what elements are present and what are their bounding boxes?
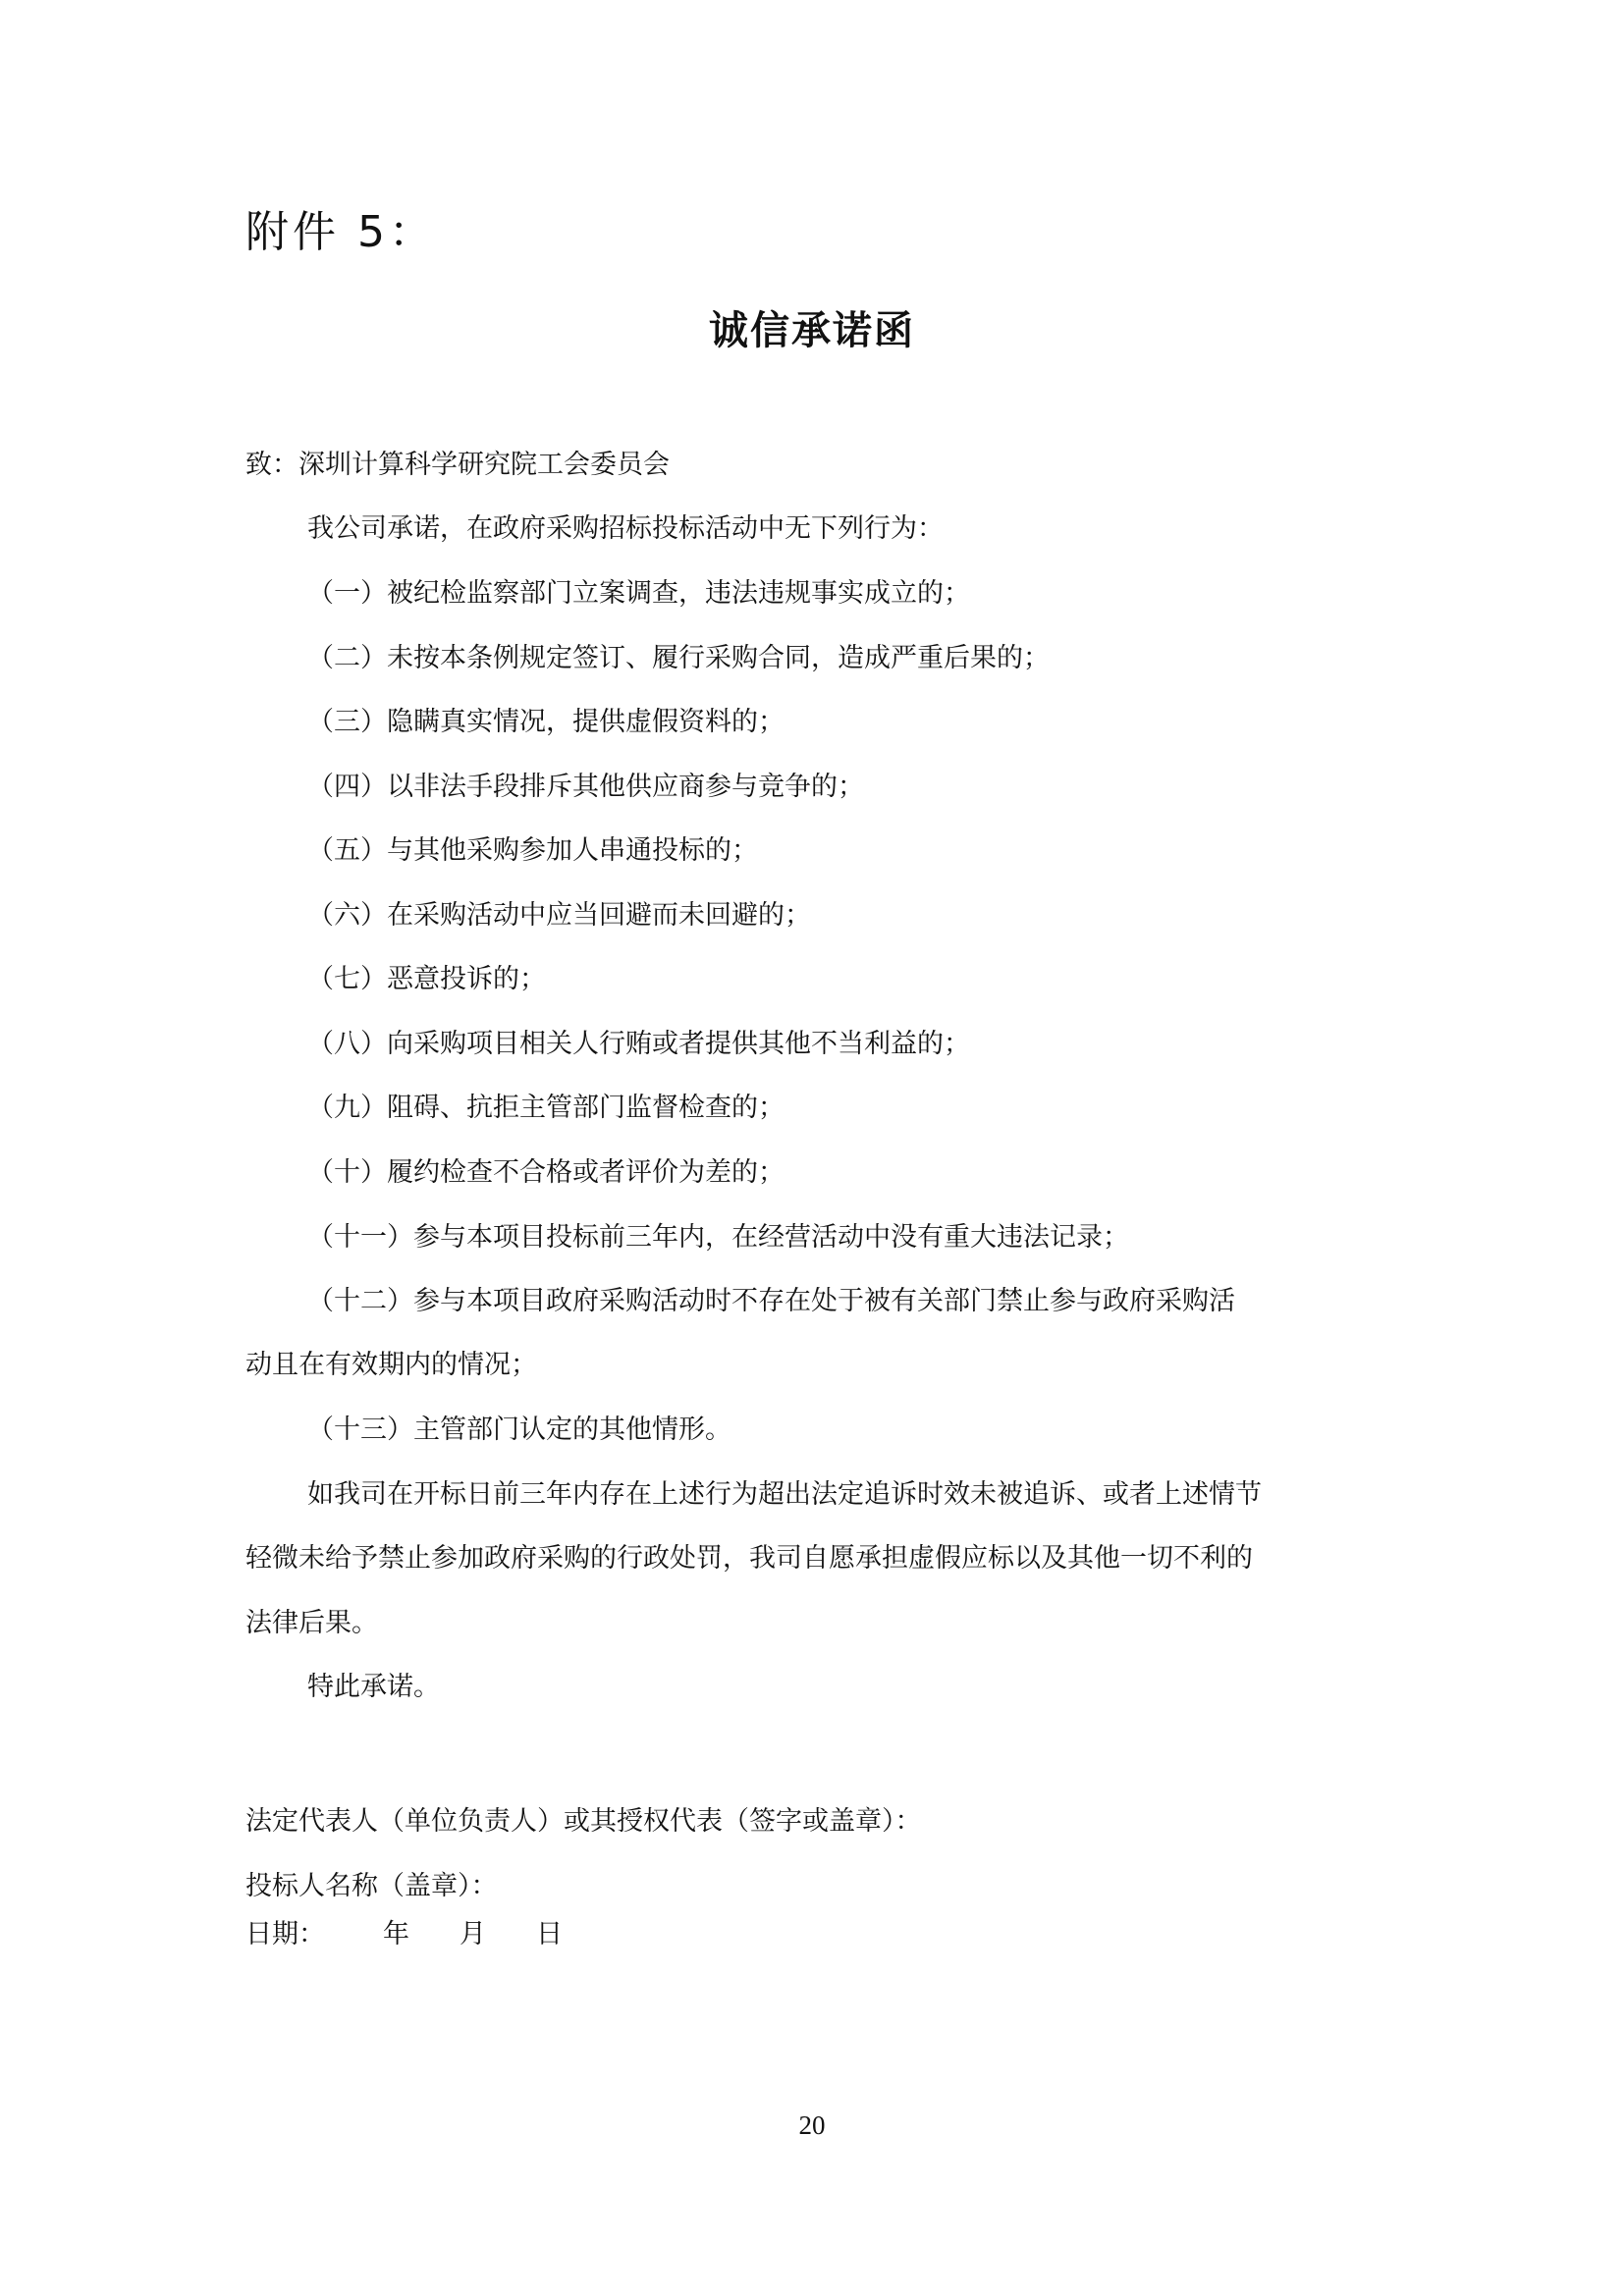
list-item: （七）恶意投诉的； <box>307 964 546 994</box>
list-item: （九）阻碍、抗拒主管部门监督检查的； <box>307 1093 785 1123</box>
date-month: 月 <box>460 1919 486 1949</box>
date-label: 日期： <box>245 1919 325 1949</box>
list-item: （二）未按本条例规定签订、履行采购合同，造成严重后果的； <box>307 643 1050 673</box>
list-item: （十）履约检查不合格或者评价为差的； <box>307 1157 785 1188</box>
representative-signature-line: 法定代表人（单位负责人）或其授权代表（签字或盖章）： <box>245 1806 922 1837</box>
list-item: （一）被纪检监察部门立案调查，违法违规事实成立的； <box>307 578 970 609</box>
closing-paragraph-line: 轻微未给予禁止参加政府采购的行政处罚，我司自愿承担虚假应标以及其他一切不利的 <box>245 1543 1253 1574</box>
document-title: 诚信承诺函 <box>709 308 915 353</box>
pledge-statement: 特此承诺。 <box>307 1672 440 1702</box>
list-item: （四）以非法手段排斥其他供应商参与竞争的； <box>307 772 864 802</box>
list-item: （八）向采购项目相关人行贿或者提供其他不当利益的； <box>307 1029 970 1059</box>
list-item: （十三）主管部门认定的其他情形。 <box>307 1415 731 1445</box>
date-day: 日 <box>536 1919 563 1949</box>
page-number: 20 <box>798 2110 826 2140</box>
list-item: （三）隐瞒真实情况，提供虚假资料的； <box>307 707 785 737</box>
list-item: （十一）参与本项目投标前三年内，在经营活动中没有重大违法记录； <box>307 1222 1129 1253</box>
intro-paragraph: 我公司承诺，在政府采购招标投标活动中无下列行为： <box>307 513 944 544</box>
list-item-continuation: 动且在有效期内的情况； <box>245 1350 537 1380</box>
attachment-label: 附件 5： <box>245 207 436 257</box>
list-item: （六）在采购活动中应当回避而未回避的； <box>307 900 811 931</box>
recipient-line: 致：深圳计算科学研究院工会委员会 <box>245 450 670 480</box>
list-item: （十二）参与本项目政府采购活动时不存在处于被有关部门禁止参与政府采购活 <box>307 1286 1235 1316</box>
closing-paragraph-line: 如我司在开标日前三年内存在上述行为超出法定追诉时效未被追诉、或者上述情节 <box>307 1479 1262 1510</box>
bidder-name-line: 投标人名称（盖章）： <box>245 1871 498 1901</box>
date-year: 年 <box>383 1919 409 1949</box>
list-item: （五）与其他采购参加人串通投标的； <box>307 835 758 866</box>
closing-paragraph-line: 法律后果。 <box>245 1608 378 1638</box>
